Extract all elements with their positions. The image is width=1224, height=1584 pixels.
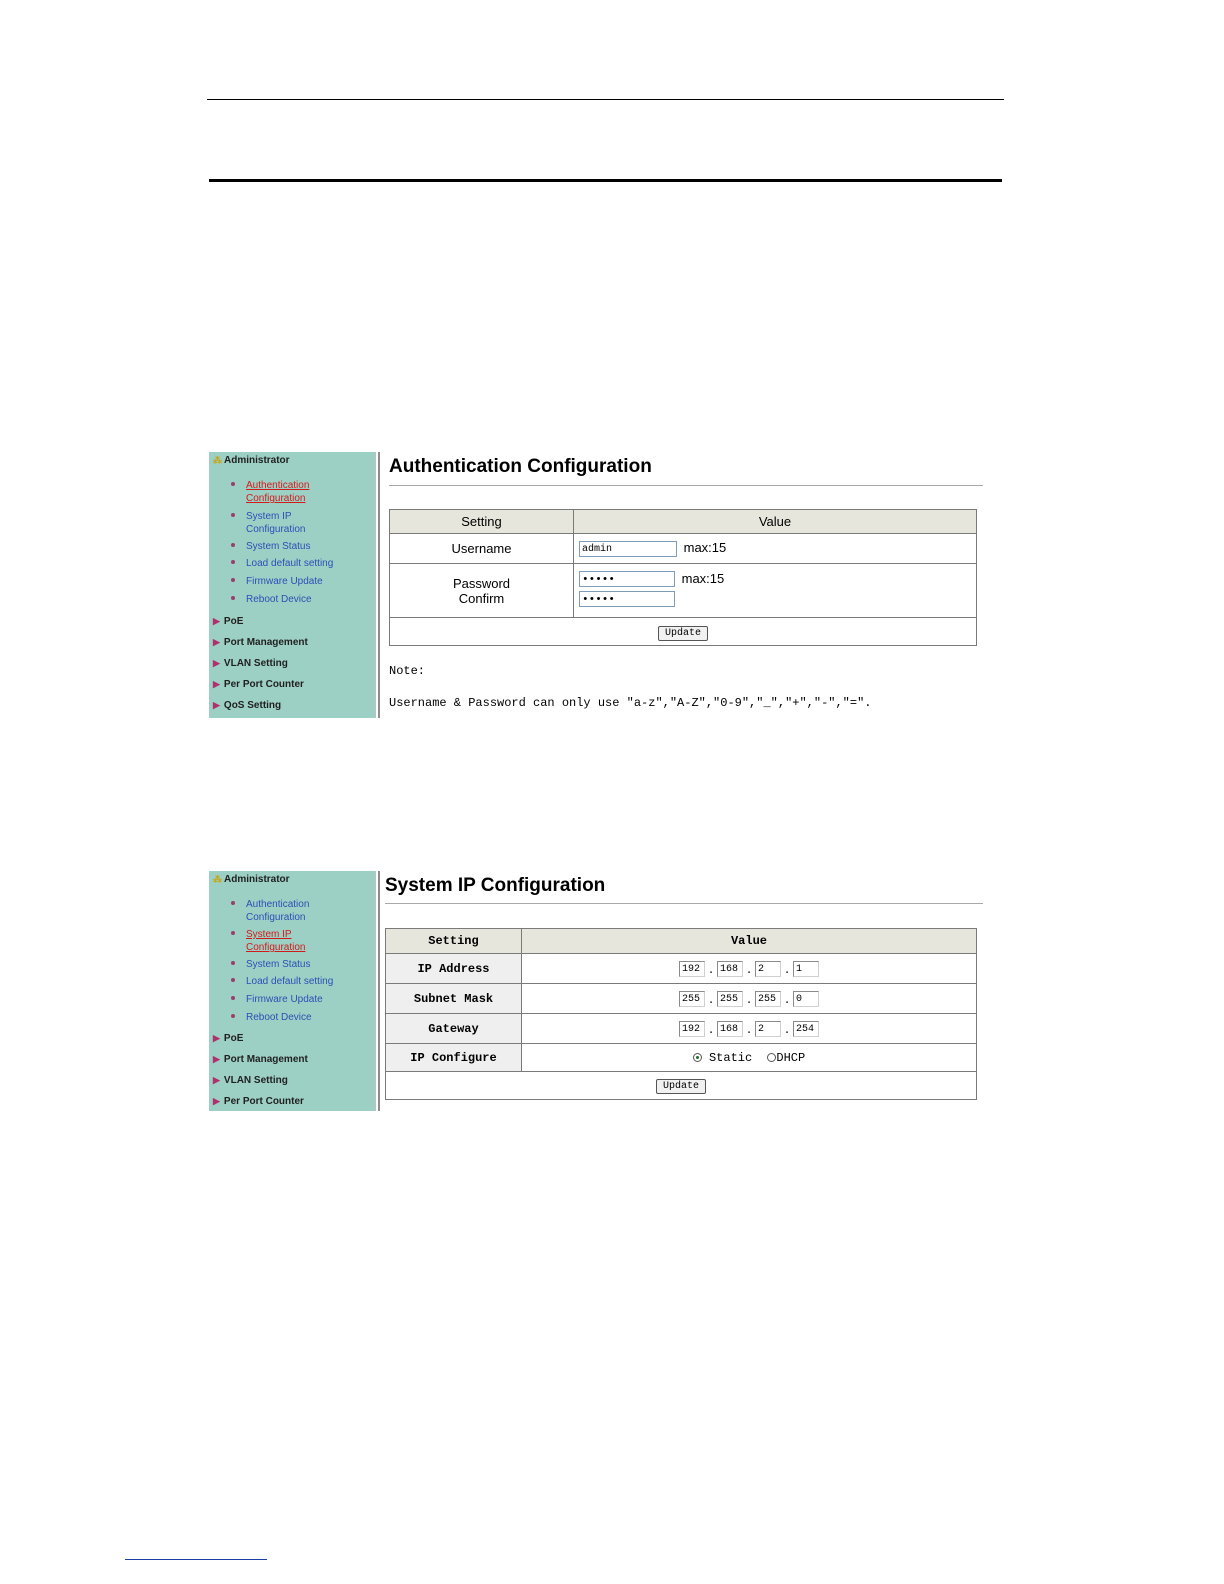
sidebar-section-poe[interactable]: ▶ PoE [213, 616, 244, 627]
header-setting: Setting [390, 510, 574, 534]
sidebar-item-load-default[interactable]: Load default setting [231, 975, 333, 988]
sidebar-item-system-ip[interactable]: System IP Configuration [231, 928, 326, 954]
ip-octet-4[interactable]: 1 [793, 961, 819, 977]
footer-link-rule [125, 1559, 267, 1560]
dhcp-label: DHCP [776, 1050, 806, 1065]
ip-configure-label: IP Configure [386, 1044, 522, 1072]
gw-octet-3[interactable]: 2 [755, 1021, 781, 1037]
arrow-right-icon: ▶ [213, 700, 220, 710]
system-ip-screenshot [209, 871, 985, 1111]
sidebar-item-system-status[interactable]: System Status [231, 540, 310, 553]
update-button[interactable]: Update [658, 626, 708, 641]
page-title: Authentication Configuration [389, 456, 652, 477]
sidebar-divider [375, 871, 380, 1111]
ip-octet-1[interactable]: 192 [679, 961, 705, 977]
bullet-icon [231, 543, 235, 547]
username-label: Username [390, 534, 574, 564]
bullet-icon [231, 931, 235, 935]
gw-octet-2[interactable]: 168 [717, 1021, 743, 1037]
gateway-field: 192 . 168 . 2 . 254 [522, 1014, 977, 1044]
password-input[interactable]: ••••• [579, 571, 675, 587]
mask-octet-3[interactable]: 255 [755, 991, 781, 1007]
ip-configure-field [522, 1044, 977, 1072]
sidebar-section-poe[interactable]: ▶ PoE [213, 1033, 244, 1044]
ip-octet-3[interactable]: 2 [755, 961, 781, 977]
arrow-right-icon: ▶ [213, 679, 220, 689]
sidebar-section-per-port-counter[interactable]: ▶ Per Port Counter [213, 1096, 304, 1107]
sidebar-item-firmware-update[interactable]: Firmware Update [231, 993, 323, 1006]
arrow-right-icon: ▶ [213, 616, 220, 626]
gw-octet-1[interactable]: 192 [679, 1021, 705, 1037]
spark-icon: ⁂ [213, 874, 222, 884]
sidebar-item-load-default[interactable]: Load default setting [231, 557, 333, 570]
title-divider [389, 485, 983, 486]
sidebar-section-vlan[interactable]: ▶ VLAN Setting [213, 1075, 288, 1086]
bullet-icon [231, 596, 235, 600]
sidebar-section-administrator[interactable]: ⁂ Administrator [213, 455, 290, 466]
sidebar-section-port-management[interactable]: ▶ Port Management [213, 1054, 308, 1065]
note-text: Username & Password can only use "a-z","A-Z","0-9","_","+","-","=". [389, 696, 872, 710]
bullet-icon [231, 901, 235, 905]
bullet-icon [231, 560, 235, 564]
bullet-icon [231, 482, 235, 486]
auth-config-screenshot [209, 452, 985, 718]
subnet-mask-field: 255 . 255 . 255 . 0 [522, 984, 977, 1014]
header-rule [207, 99, 1004, 100]
bullet-icon [231, 978, 235, 982]
spark-icon: ⁂ [213, 455, 222, 465]
arrow-right-icon: ▶ [213, 1054, 220, 1064]
arrow-right-icon: ▶ [213, 1033, 220, 1043]
note-label: Note: [389, 664, 426, 678]
bullet-icon [231, 513, 235, 517]
arrow-right-icon: ▶ [213, 1075, 220, 1085]
password-label: Password [452, 575, 511, 591]
static-label: Static [708, 1050, 753, 1065]
bullet-icon [231, 1014, 235, 1018]
auth-content [389, 452, 985, 718]
sidebar-item-authentication[interactable]: Authentication Configuration [231, 898, 326, 924]
header-value: Value [574, 510, 977, 534]
sidebar-item-firmware-update[interactable]: Firmware Update [231, 575, 323, 588]
arrow-right-icon: ▶ [213, 637, 220, 647]
sidebar-item-reboot[interactable]: Reboot Device [231, 593, 312, 606]
sidebar-item-system-status[interactable]: System Status [231, 958, 310, 971]
username-input[interactable]: admin [579, 541, 677, 557]
mask-octet-4[interactable]: 0 [793, 991, 819, 1007]
bullet-icon [231, 996, 235, 1000]
sidebar-divider [375, 452, 380, 718]
ip-address-label: IP Address [386, 954, 522, 984]
section-rule [209, 179, 1002, 182]
confirm-input[interactable]: ••••• [579, 591, 675, 607]
auth-table [389, 509, 977, 646]
sidebar-item-authentication[interactable]: Authentication Configuration [231, 479, 326, 505]
arrow-right-icon: ▶ [213, 1096, 220, 1106]
sidebar-section-administrator[interactable]: ⁂ Administrator [213, 874, 290, 885]
sidebar-section-port-management[interactable]: ▶ Port Management [213, 637, 308, 648]
sidebar-section-per-port-counter[interactable]: ▶ Per Port Counter [213, 679, 304, 690]
ip-octet-2[interactable]: 168 [717, 961, 743, 977]
sidebar-item-system-ip[interactable]: System IP Configuration [231, 510, 326, 536]
username-max-note: max:15 [683, 540, 727, 556]
bullet-icon [231, 961, 235, 965]
arrow-right-icon: ▶ [213, 658, 220, 668]
header-value: Value [522, 929, 977, 954]
confirm-label: Confirm [458, 590, 505, 606]
mask-octet-2[interactable]: 255 [717, 991, 743, 1007]
update-button[interactable]: Update [656, 1079, 706, 1094]
sidebar-section-qos[interactable]: ▶ QoS Setting [213, 700, 282, 711]
page-title: System IP Configuration [385, 875, 606, 896]
sidebar-nav [209, 871, 375, 1111]
header-setting: Setting [386, 929, 522, 954]
gateway-label: Gateway [386, 1014, 522, 1044]
subnet-mask-label: Subnet Mask [386, 984, 522, 1014]
gw-octet-4[interactable]: 254 [793, 1021, 819, 1037]
sidebar-section-vlan[interactable]: ▶ VLAN Setting [213, 658, 288, 669]
bullet-icon [231, 578, 235, 582]
title-divider [385, 903, 983, 904]
sidebar-nav [209, 452, 375, 718]
sysip-content [385, 871, 985, 1111]
static-radio[interactable] [693, 1053, 702, 1062]
ip-address-field: 192 . 168 . 2 . 1 [522, 954, 977, 984]
sysip-table [385, 928, 977, 1100]
mask-octet-1[interactable]: 255 [679, 991, 705, 1007]
password-max-note: max:15 [681, 570, 725, 586]
sidebar-item-reboot[interactable]: Reboot Device [231, 1011, 312, 1024]
